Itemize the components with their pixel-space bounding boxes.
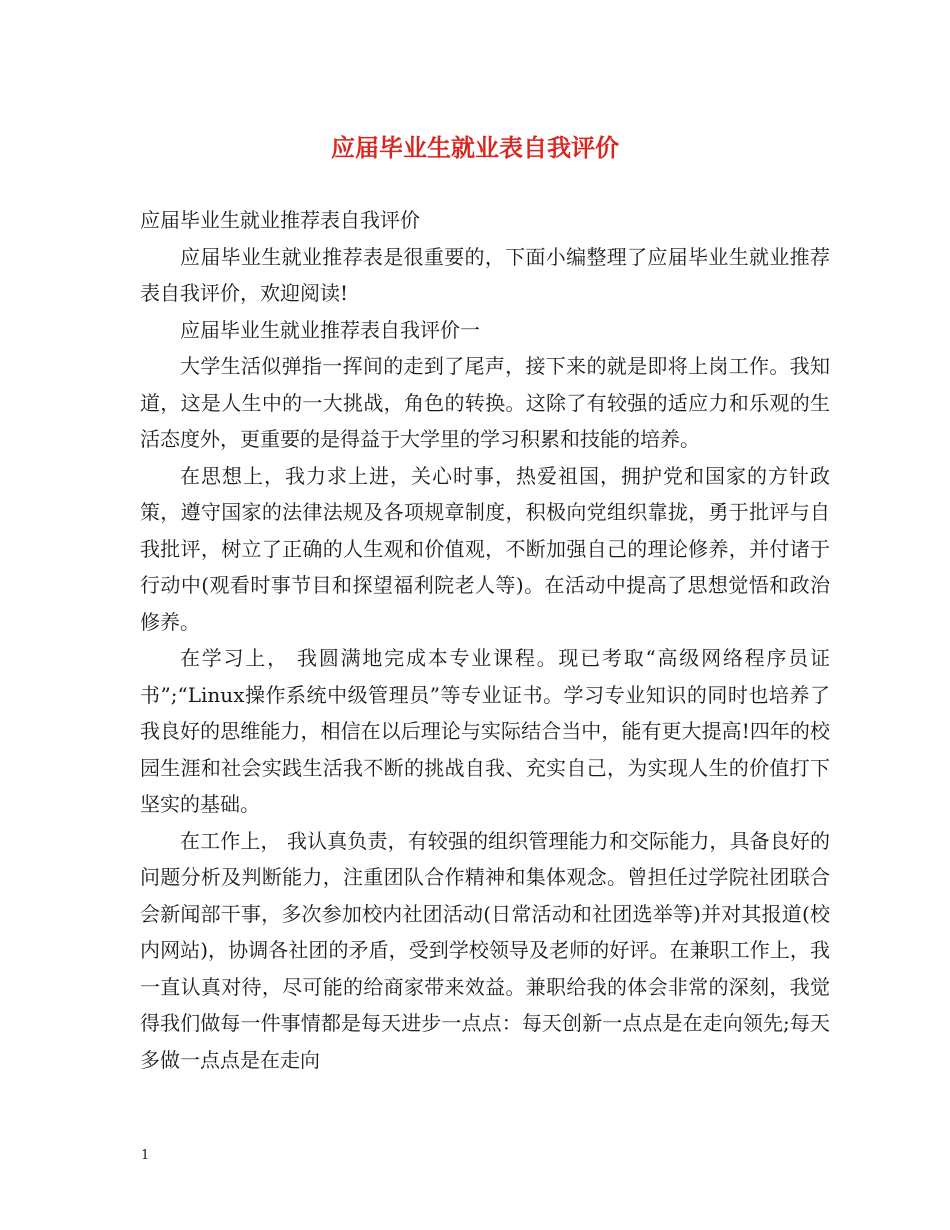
paragraph-college-life: 大学生活似弹指一挥间的走到了尾声，接下来的就是即将上岗工作。我知道，这是人生中的一大挑战，角色的转换。这除了有较强的适应力和乐观的生活态度外，更重要的是得益于大学里的学习积累和技能的培养。 xyxy=(140,354,830,451)
document-body xyxy=(140,202,830,1078)
paragraph-section-heading: 应届毕业生就业推荐表自我评价一 xyxy=(180,317,480,342)
paragraph-subtitle: 应届毕业生就业推荐表自我评价 xyxy=(140,208,420,232)
page-number: 1 xyxy=(141,1148,150,1163)
document-title: 应届毕业生就业表自我评价 xyxy=(331,133,619,162)
paragraph-study: 在学习上， 我圆满地完成本专业课程。现已考取“高级网络程序员证书”;“Linux操作系统中级管理员”等专业证书。学习专业知识的同时也培养了我良好的思维能力，相信在以后理论与实际结合当中，能有更大提高!四年的校园生涯和社会实践生活我不断的挑战自我、充实自己，为实现人生的价值打下坚实的基础。 xyxy=(140,646,830,816)
paragraph-work: 在工作上， 我认真负责，有较强的组织管理能力和交际能力，具备良好的问题分析及判断能力，注重团队合作精神和集体观念。曾担任过学院社团联合会新闻部干事，多次参加校内社团活动(日常活动和社团选举等)并对其报道(校内网站)，协调各社团的矛盾，受到学校领导及老师的好评。在兼职工作上，我一直认真对待，尽可能的给商家带来效益。兼职给我的体会非常的深刻，我觉得我们做每一件事情都是每天进步一点点：每天创新一点点是在走向领先;每天多做一点点是在走向 xyxy=(140,828,830,1072)
paragraph-intro: 应届毕业生就业推荐表是很重要的，下面小编整理了应届毕业生就业推荐表自我评价，欢迎阅读! xyxy=(140,244,830,305)
paragraph-ideology: 在思想上，我力求上进，关心时事，热爱祖国，拥护党和国家的方针政策，遵守国家的法律法规及各项规章制度，积极向党组织靠拢，勇于批评与自我批评，树立了正确的人生观和价值观，不断加强自己的理论修养，并付诸于行动中(观看时事节目和探望福利院老人等)。在活动中提高了思想觉悟和政治修养。 xyxy=(140,463,830,634)
